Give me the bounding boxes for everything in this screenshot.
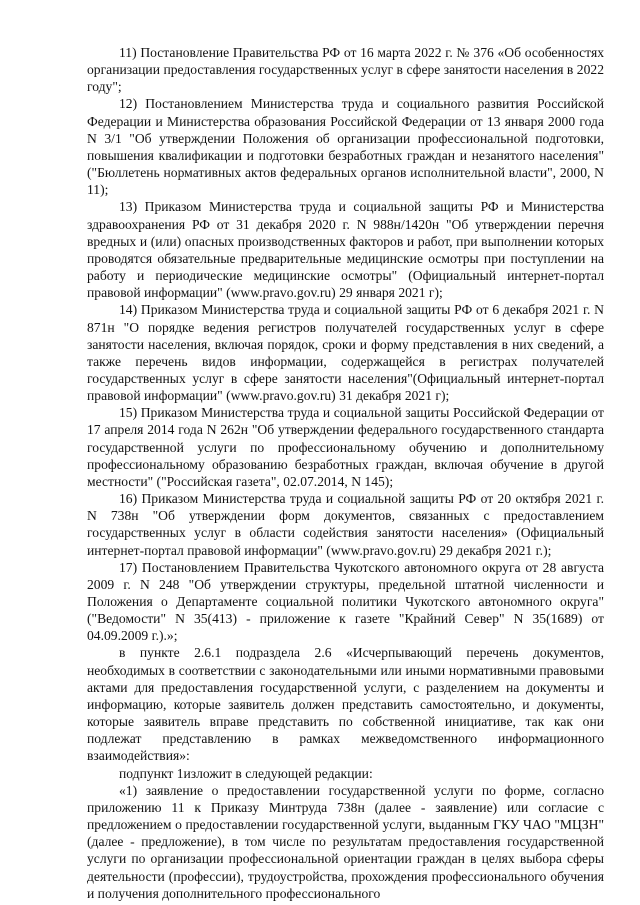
paragraph-subclause-1: подпункт 1изложит в следующей редакции: <box>119 765 373 781</box>
paragraph-item-14: 14) Приказом Министерства труда и социальной защиты РФ от 6 декабря 2021 г. N 871н "О порядке ведения регистров получателей государственных услуг в сфере занятости населения, включая порядок, сроки и форму представления в них сведений, а также перечень видов информации, содержащейся в регистрах получателей государственных услуг в сфере занятости населения"(Официальный интернет-портал правовой информации" (www.pravo.gov.ru) 31 декабря 2021 г); <box>87 302 604 404</box>
paragraph-item-13: 13) Приказом Министерства труда и социальной защиты РФ и Министерства здравоохранения РФ от 31 декабря 2020 г. N 988н/1420н "Об утверждении перечня вредных и (или) опасных производственных факторов и работ, при выполнении которых проводятся обязательные предварительные медицинские осмотры при поступлении на работу и периодические медицинские осмотры" (Официальный интернет-портал правовой информации" (www.pravo.gov.ru) 29 января 2021 г); <box>87 199 604 301</box>
paragraph-item-17: 17) Постановлением Правительства Чукотского автономного округа от 28 августа 2009 г. N 248 "Об утверждении структуры, предельной штатной численности и Положения о Департаменте социальной политики Чукотского автономного округа" ("Ведомости" N 35(413) - приложение к газете "Крайний Север" N 35(1689) от 04.09.2009 г.).»; <box>87 559 604 644</box>
paragraph-item-12: 12) Постановлением Министерства труда и социального развития Российской Федерации и Министерства образования Российской Федерации от 13 января 2000 года N 3/1 "Об утверждении Положения об организации профессиональной подготовки, повышения квалификации и подготовки безработных граждан и незанятого населения" ("Бюллетень нормативных актов федеральных органов исполнительной власти", 2000, N 11); <box>87 96 604 198</box>
paragraph-clause-2-6-1: в пункте 2.6.1 подраздела 2.6 «Исчерпывающий перечень документов, необходимых в соответствии с законодательными или иными нормативными правовыми актами для предоставления государственной услуги, с разделением на документы и информацию, которые заявитель должен представить самостоятельно, и документы, которые заявитель вправе представить по собственной инициативе, так как они подлежат представлению в рамках межведомственного информационного взаимодействия»: <box>87 645 604 764</box>
paragraph-item-16: 16) Приказом Министерства труда и социальной защиты РФ от 20 октября 2021 г. N 738н "Об утверждении форм документов, связанных с предоставлением государственных услуг в области содействия занятости населения» (Официальный интернет-портал правовой информации" (www.pravo.gov.ru) 29 декабря 2021 г.); <box>87 491 604 558</box>
paragraph-item-11: 11) Постановление Правительства РФ от 16 марта 2022 г. № 376 «Об особенностях организации предоставления государственных услуг в сфере занятости населения в 2022 году"; <box>87 45 604 95</box>
paragraph-item-15: 15) Приказом Министерства труда и социальной защиты Российской Федерации от 17 апреля 2014 года N 262н "Об утверждении федерального государственного стандарта государственной услуги по профессиональному обучению и дополнительному профессиональному образованию безработных граждан, включая обучение в другой местности" ("Российская газета", 02.07.2014, N 145); <box>87 405 604 489</box>
paragraph-application-text: «1) заявление о предоставлении государственной услуги по форме, согласно приложению 11 к Приказу Минтруда 738н (далее - заявление) или согласие с предложением о предоставлении государственной услуги, выданным ГКУ ЧАО "МЦЗН" (далее - предложение), в том числе по результатам предоставления государственной услуги по организации профессиональной ориентации граждан в целях выбора сферы деятельности (профессии), трудоустройства, прохождения профессионального обучения и получения дополнительного профессионального <box>87 782 604 901</box>
